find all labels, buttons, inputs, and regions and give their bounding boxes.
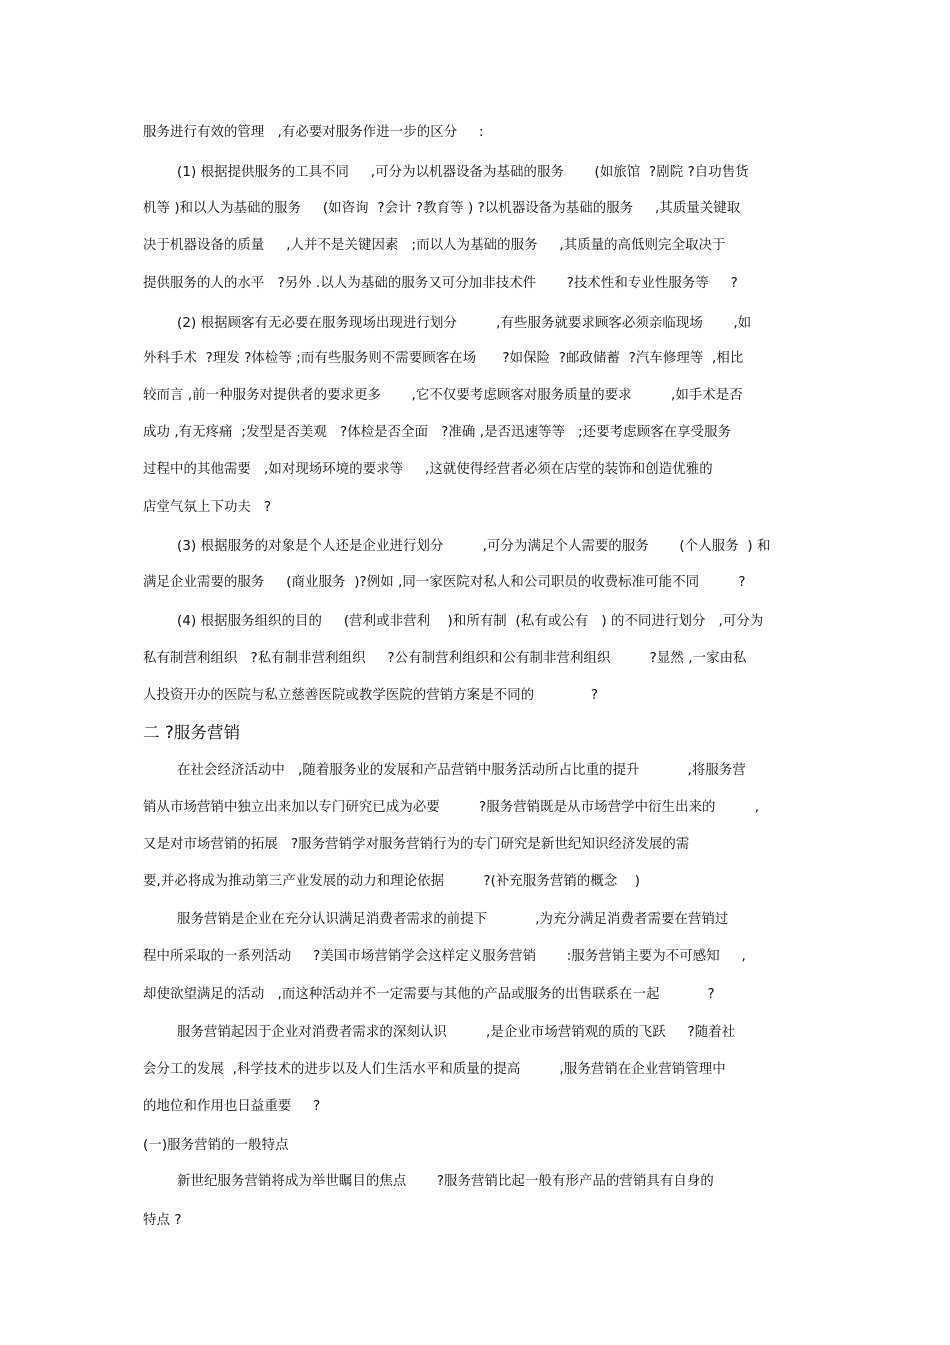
text-line: 服务营销是企业在充分认识满足消费者需求的前提下 ,为充分满足消费者需要在营销过 — [177, 912, 729, 927]
section-heading: 二 ?服务营销 — [143, 723, 241, 742]
text-line: 满足企业需要的服务 (商业服务 )?例如 ,同一家医院对私人和公司职员的收费标准可能不同 ? — [143, 575, 746, 590]
text-line: 较而言 ,前一种服务对提供者的要求更多 ,它不仅要考虑顾客对服务质量的要求 ,如手术是否 — [143, 388, 743, 403]
text-line: 新世纪服务营销将成为举世瞩目的焦点 ?服务营销比起一般有形产品的营销具有自身的 — [177, 1174, 714, 1189]
text-line: 店堂气氛上下功夫 ? — [143, 500, 272, 515]
text-line: 要,并必将成为推动第三产业发展的动力和理论依据 ?(补充服务营销的概念 ) — [143, 874, 641, 889]
text-line: 销从市场营销中独立出来加以专门研究已成为必要 ?服务营销既是从市场营学中衍生出来的 , — [143, 800, 760, 815]
text-line: (2) 根据顾客有无必要在服务现场出现进行划分 ,有些服务就要求顾客必须亲临现场 ,如 — [177, 316, 752, 331]
text-line: 会分工的发展 ,科学技术的进步以及人们生活水平和质量的提高 ,服务营销在企业营销管理中 — [143, 1062, 726, 1077]
text-line: 在社会经济活动中 ,随着服务业的发展和产品营销中服务活动所占比重的提升 ,将服务营 — [177, 763, 746, 778]
text-line: 过程中的其他需要 ,如对现场环境的要求等 ,这就使得经营者必须在店堂的装饰和创造优雅的 — [143, 462, 713, 477]
text-line: 私有制营利组织 ?私有制非营利组织 ?公有制营利组织和公有制非营利组织 ?显然 ,一家由私 — [143, 651, 747, 666]
text-line: 服务进行有效的管理 ,有必要对服务作进一步的区分 : — [143, 125, 484, 140]
subsection-heading: (一)服务营销的一般特点 — [143, 1138, 289, 1153]
text-line: 提供服务的人的水平 ?另外 .以人为基础的服务又可分加非技术件 ?技术性和专业性服务等 ? — [143, 276, 738, 291]
text-line: 外科手术 ?理发 ?体检等 ;而有些服务则不需要顾客在场 ?如保险 ?邮政储蓄 ?汽车修理等 ,相比 — [143, 351, 744, 366]
text-line: 服务营销起因于企业对消费者需求的深刻认识 ,是企业市场营销观的质的飞跃 ?随着社 — [177, 1025, 736, 1040]
text-line: 程中所采取的一系列活动 ?美国市场营销学会这样定义服务营销 :服务营销主要为不可感知 , — [143, 949, 746, 964]
text-line: 成功 ,有无疼痛 ;发型是否美观 ?体检是否全面 ?准确 ,是否迅速等等 ;还要考虑顾客在享受服务 — [143, 425, 732, 440]
text-line: (1) 根据提供服务的工具不同 ,可分为以机器设备为基础的服务 (如旅馆 ?剧院 ?自功售货 — [177, 165, 749, 180]
text-line: 又是对市场营销的拓展 ?服务营销学对服务营销行为的专门研究是新世纪知识经济发展的需 — [143, 837, 690, 852]
text-line: 却使欲望满足的活动 ,而这种活动并不一定需要与其他的产品或服务的出售联系在一起 ? — [143, 987, 715, 1002]
text-line: (4) 根据服务组织的目的 (营利或非营利 )和所有制 (私有或公有 ) 的不同进行划分 ,可分为 — [177, 614, 764, 629]
text-line: 决于机器设备的质量 ,人并不是关键因素 ;而以人为基础的服务 ,其质量的高低则完全取决于 — [143, 238, 726, 253]
text-line: 的地位和作用也日益重要 ? — [143, 1099, 321, 1114]
text-line: 特点 ? — [143, 1213, 182, 1228]
text-line: (3) 根据服务的对象是个人还是企业进行划分 ,可分为满足个人需要的服务 (个人服务 ) 和 — [177, 539, 771, 554]
text-line: 人投资开办的医院与私立慈善医院或教学医院的营销方案是不同的 ? — [143, 688, 599, 703]
text-line: 机等 )和以人为基础的服务 (如咨询 ?会计 ?教育等 ) ?以机器设备为基础的服务 ,其质量关键取 — [143, 201, 741, 216]
